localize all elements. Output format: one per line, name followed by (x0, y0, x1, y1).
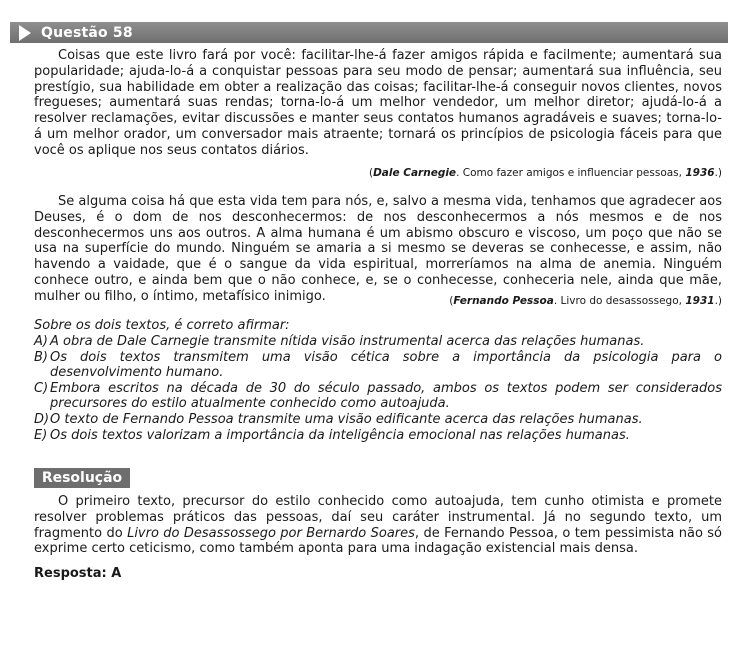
option-e[interactable] (34, 428, 722, 444)
resolution-book-title: Livro do Desassossego por Bernardo Soares (127, 525, 415, 541)
citation-2-year: 1931 (685, 295, 715, 307)
option-d[interactable] (34, 412, 722, 428)
option-text: Os dois textos transmitem uma visão cética sobre a importância da psicologia para o desenvolvimento humano. (50, 349, 722, 381)
citation-1-close: .) (714, 167, 722, 179)
question-prompt: Sobre os dois textos, é correto afirmar: (34, 318, 290, 333)
option-letter: A) (34, 334, 48, 349)
text-2: Se alguma coisa há que esta vida tem para nós, e, salvo a mesma vida, tenhamos que agradecer aos Deuses, é o dom de nos desconhecermos: de nos desconhecermos a nós mesmos e de nos desconhecermos uns aos outros. A alma humana é um abismo obscuro e viscoso, um poço que não se usa na superfície do mundo. Ninguém se amaria a si mesmo se deveras se conhecesse, e assim, não havendo a vaidade, que é o sangue da vida espiritual, morreríamos na alma de anemia. Ninguém conhece outro, e ainda bem que o não conhece, e, se o conhecesse, conheceria nele, ainda que mãe, mulher ou filho, o íntimo, metafísico inimigo. (34, 194, 722, 304)
citation-1-open: ( (368, 167, 374, 179)
resolution-text (34, 494, 722, 557)
option-c[interactable] (34, 381, 722, 412)
option-letter: B) (34, 349, 48, 365)
citation-2-open: ( (449, 295, 454, 307)
citation-1-work: . Como fazer amigos e influenciar pessoas, (456, 167, 686, 179)
answer-key: Resposta: A (34, 566, 122, 581)
option-letter: C) (34, 380, 49, 396)
citation-2 (449, 295, 722, 307)
answer-options (34, 334, 722, 443)
option-a[interactable] (34, 334, 722, 350)
option-text: O texto de Fernando Pessoa transmite uma visão edificante acerca das relações humanas. (50, 411, 643, 427)
option-b[interactable] (34, 350, 722, 381)
text-1: Coisas que este livro fará por você: facilitar-lhe-á fazer amigos rápida e facilmente; aumentará sua popularidade; ajuda-lo-á a conquistar pessoas para seu modo de pensar; aumentará sua influência, seu prestígio, sua habilidade em obter a realização das coisas; facilitar-lhe-á conseguir novos clientes, novos fregueses; aumentará suas rendas; torna-lo-á um melhor vendedor, um melhor diretor; ajudá-lo-á a resolver reclamações, evitar discussões e manter seus contatos humanos agradáveis e suaves; torna-lo-á um melhor orador, um conversador mais atraente; tornará os princípios de psicologia fáceis para que você os aplique nos seus contatos diários. (34, 48, 722, 158)
question-header (10, 22, 728, 43)
citation-1-year: 1936 (685, 167, 715, 179)
resolution-part-2: , de Fernando Pessoa, o tem pessimista não só exprime certo ceticismo, como também aponta para uma indagação existencial mais densa. (34, 525, 723, 557)
option-letter: E) (34, 427, 48, 443)
question-title: Questão 58 (41, 24, 133, 41)
citation-2-author: Fernando Pessoa (453, 295, 554, 307)
option-text: A obra de Dale Carnegie transmite nítida visão instrumental acerca das relações humanas. (50, 334, 645, 349)
citation-1-author: Dale Carnegie (373, 167, 457, 179)
citation-2-close: .) (714, 295, 722, 307)
resolution-part-1: O primeiro texto, precursor do estilo conhecido como autoajuda, tem cunho otimista e promete resolver problemas práticos das pessoas, daí seu caráter instrumental. Já no segundo texto, um fragmento do (34, 494, 722, 541)
citation-1 (369, 167, 722, 179)
option-text: Embora escritos na década de 30 do século passado, ambos os textos podem ser considerados precursores do estilo atualmente conhecido como autoajuda. (50, 380, 722, 412)
option-text: Os dois textos valorizam a importância da inteligência emocional nas relações humanas. (50, 427, 630, 443)
option-letter: D) (34, 411, 50, 427)
play-arrow-icon (19, 25, 31, 41)
citation-2-work: . Livro do desassossego, (553, 295, 686, 307)
resolution-header: Resolução (34, 468, 130, 488)
